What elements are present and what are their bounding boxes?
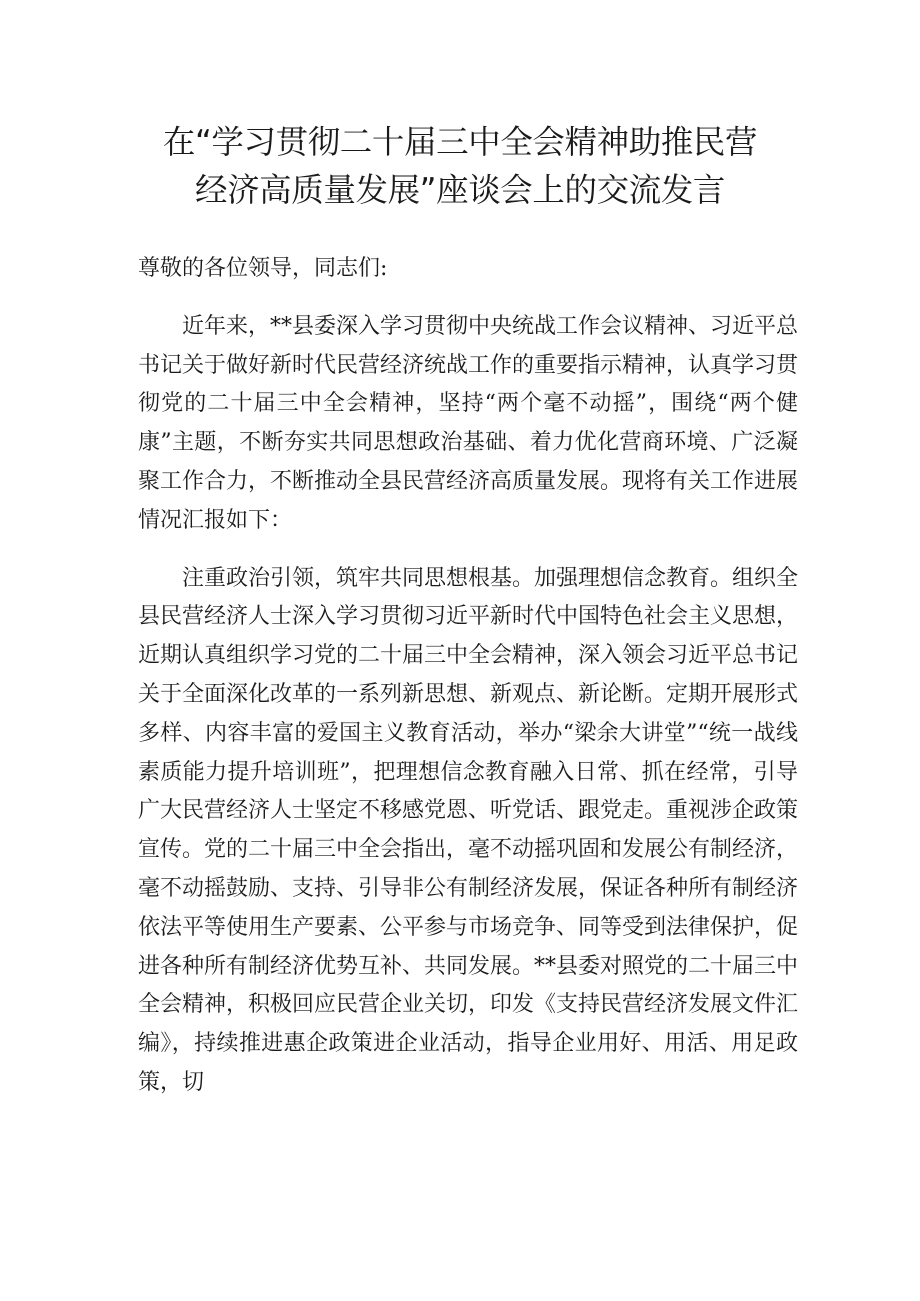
document-title — [100, 118, 820, 214]
title-line-2: 经济高质量发展”座谈会上的交流发言 — [194, 171, 726, 209]
salutation: 尊敬的各位领导，同志们: — [138, 256, 388, 281]
document-body — [138, 250, 798, 1122]
paragraph-intro: 近年来，**县委深入学习贯彻中央统战工作会议精神、习近平总书记关于做好新时代民营经济统战工作的重要指示精神，认真学习贯彻党的二十届三中全会精神，坚持“两个毫不动摇”，围绕“两个健康”主题，不断夯实共同思想政治基础、着力优化营商环境、广泛凝聚工作合力，不断推动全县民营经济高质量发展。现将有关工作进展情况汇报如下： — [138, 313, 799, 533]
paragraph-political-guidance: 注重政治引领，筑牢共同思想根基。加强理想信念教育。组织全县民营经济人士深入学习贯彻习近平新时代中国特色社会主义思想，近期认真组织学习党的二十届三中全会精神，深入领会习近平总书记关于全面深化改革的一系列新思想、新观点、新论断。定期开展形式多样、内容丰富的爱国主义教育活动，举办“梁余大讲堂”“统一战线素质能力提升培训班”，把理想信念教育融入日常、抓在经常，引导广大民营经济人士坚定不移感党恩、听党话、跟党走。重视涉企政策宣传。党的二十届三中全会指出，毫不动摇巩固和发展公有制经济，毫不动摇鼓励、支持、引导非公有制经济发展，保证各种所有制经济依法平等使用生产要素、公平参与市场竞争、同等受到法律保护，促进各种所有制经济优势互补、共同发展。**县委对照党的二十届三中全会精神，积极回应民营企业关切，印发《支持民营经济发展文件汇编》，持续推进惠企政策进企业活动，指导企业用好、用活、用足政策，切 — [138, 565, 799, 1095]
title-line-1: 在“学习贯彻二十届三中全会精神助推民营 — [162, 123, 758, 161]
